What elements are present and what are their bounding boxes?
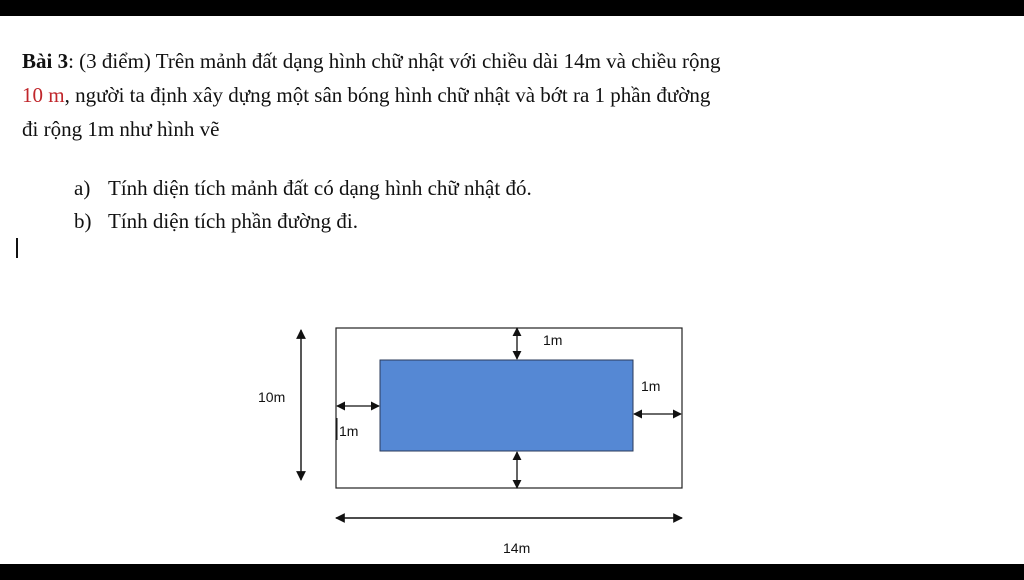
task-a-text: Tính diện tích mảnh đất có dạng hình chữ nhật đó. — [108, 176, 532, 200]
right-gap-label: 1m — [641, 378, 661, 394]
height-label: 10m — [258, 389, 286, 405]
task-a-letter: a) — [74, 176, 91, 200]
top-gap-label: 1m — [543, 332, 563, 348]
width-label: 14m — [503, 540, 531, 556]
problem-line-3: đi rộng 1m như hình vẽ — [22, 117, 220, 141]
task-b-letter: b) — [74, 209, 92, 233]
problem-line-2-text: , người ta định xây dựng một sân bóng hình chữ nhật và bớt ra 1 phần đường — [64, 83, 711, 107]
task-b-text: Tính diện tích phần đường đi. — [108, 209, 358, 233]
football-field — [380, 360, 633, 451]
problem-label: Bài 3 — [22, 49, 69, 73]
problem-line-1-text: : (3 điểm) Trên mảnh đất dạng hình chữ nhật với chiều dài 14m và chiều rộng — [68, 49, 721, 73]
left-gap-label: 1m — [339, 423, 359, 439]
problem-width-value: 10 m — [22, 83, 65, 107]
